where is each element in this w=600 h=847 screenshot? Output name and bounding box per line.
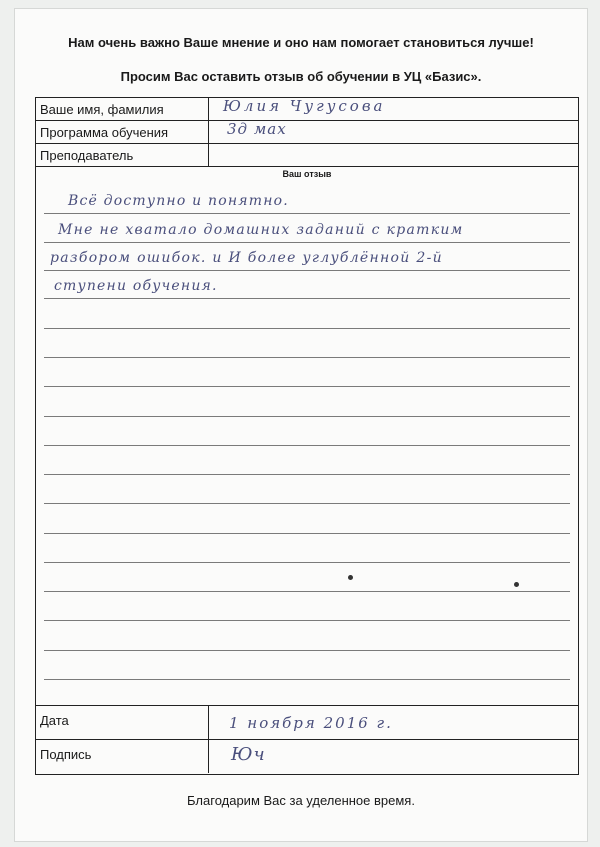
review-rule	[44, 416, 570, 417]
form-heading-line1: Нам очень важно Ваше мнение и оно нам помогает становиться лучше!	[68, 35, 534, 50]
form-heading-line2: Просим Вас оставить отзыв об обучении в УЦ «Базис».	[120, 69, 482, 84]
signature-row	[36, 740, 578, 774]
signature-label: Подпись	[36, 740, 209, 774]
review-rule	[44, 357, 570, 358]
review-rule	[44, 533, 570, 534]
review-rule	[44, 679, 570, 680]
review-rule	[44, 562, 570, 563]
feedback-form-sheet	[14, 8, 588, 842]
signoff-table	[35, 705, 579, 775]
signature-value: Юч	[231, 743, 266, 765]
date-field[interactable]	[209, 706, 578, 739]
teacher-row	[36, 144, 578, 167]
name-row	[36, 98, 578, 121]
review-rule	[44, 298, 570, 299]
date-value: 1 ноября 2016 г.	[229, 714, 393, 732]
name-value: Юлия Чугусова	[223, 97, 386, 115]
signature-field[interactable]	[209, 740, 578, 774]
review-section[interactable]	[35, 167, 579, 705]
review-rule	[44, 213, 570, 214]
review-rule	[44, 474, 570, 475]
paper-speck	[514, 582, 519, 587]
footer-thanks: Благодарим Вас за уделенное время.	[187, 793, 415, 808]
review-line: разбором ошибок. и И более углублённой 2-й	[50, 250, 443, 266]
name-label: Ваше имя, фамилия	[36, 98, 209, 120]
teacher-field[interactable]	[209, 144, 578, 167]
review-rule	[44, 386, 570, 387]
review-title: Ваш отзыв	[282, 169, 332, 179]
program-row	[36, 121, 578, 144]
review-rule	[44, 503, 570, 504]
name-field[interactable]	[209, 98, 578, 120]
program-field[interactable]	[209, 121, 578, 143]
review-rule	[44, 242, 570, 243]
review-line: Всё доступно и понятно.	[68, 193, 289, 209]
review-line: Мне не хватало домашних заданий с кратким	[58, 222, 464, 238]
paper-speck	[348, 575, 353, 580]
date-label: Дата	[36, 706, 209, 739]
program-value: 3д мах	[227, 120, 287, 138]
review-rule	[44, 591, 570, 592]
review-rule	[44, 620, 570, 621]
personal-info-table	[35, 97, 579, 167]
review-rule	[44, 445, 570, 446]
date-row	[36, 706, 578, 740]
program-label: Программа обучения	[36, 121, 209, 143]
review-rule	[44, 270, 570, 271]
teacher-label: Преподаватель	[36, 144, 209, 167]
review-rule	[44, 328, 570, 329]
review-rule	[44, 650, 570, 651]
review-line: ступени обучения.	[54, 278, 218, 294]
